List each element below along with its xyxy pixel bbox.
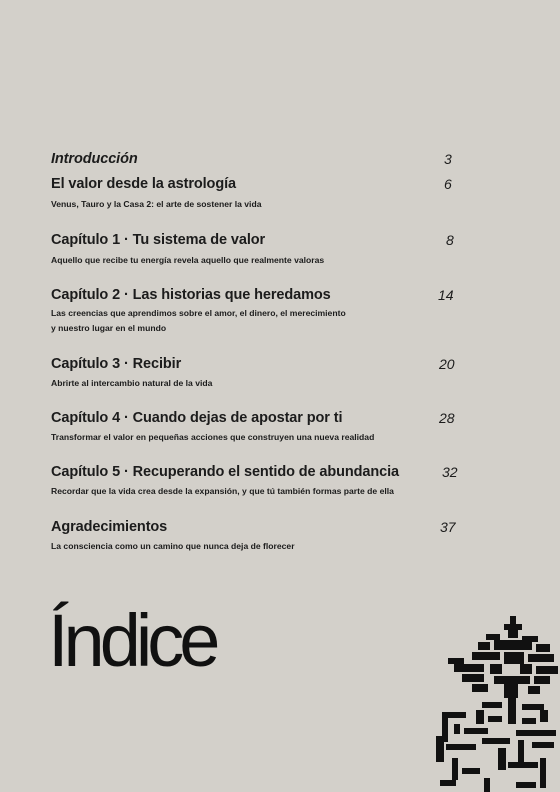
toc-entry-page: 6 xyxy=(444,176,452,192)
toc-entry-title: Introducción xyxy=(51,151,138,167)
toc-entry-subtitle: Venus, Tauro y la Casa 2: el arte de sostener la vida xyxy=(51,199,262,209)
toc-entry-page: 20 xyxy=(439,356,455,372)
toc-entry-subtitle: Aquello que recibe tu energía revela aquello que realmente valoras xyxy=(51,255,325,265)
toc-entry-title: Capítulo 2 · Las historias que heredamos xyxy=(51,287,331,303)
toc-entry-page: 28 xyxy=(439,410,455,426)
toc-entry-subtitle: Las creencias que aprendimos sobre el amor, el dinero, el merecimiento xyxy=(51,308,346,318)
toc-entry-page: 14 xyxy=(438,287,454,303)
page-title: Índice xyxy=(48,599,216,682)
toc-entry-title: Capítulo 1 · Tu sistema de valor xyxy=(51,232,266,248)
toc-entry-page: 3 xyxy=(444,151,452,167)
toc-entry-subtitle: Recordar que la vida crea desde la expansión, y que tú también formas parte de ella xyxy=(51,486,394,496)
toc-entry-title: Capítulo 5 · Recuperando el sentido de abundancia xyxy=(51,464,399,480)
toc-entry-subtitle: La consciencia como un camino que nunca deja de florecer xyxy=(51,541,295,551)
pixel-flower-ornament-icon xyxy=(432,612,560,792)
toc-entry-page: 32 xyxy=(442,464,458,480)
toc-entry-subtitle: Transformar el valor en pequeñas acciones que construyen una nueva realidad xyxy=(51,432,375,442)
toc-entry-page: 37 xyxy=(440,519,456,535)
toc-entry-title: El valor desde la astrología xyxy=(51,176,236,192)
toc-entry-page: 8 xyxy=(446,232,454,248)
toc-entry-title: Capítulo 3 · Recibir xyxy=(51,356,182,372)
toc-entry-subtitle-line-2: y nuestro lugar en el mundo xyxy=(51,323,167,333)
toc-entry-title: Capítulo 4 · Cuando dejas de apostar por ti xyxy=(51,410,343,426)
toc-entry-title: Agradecimientos xyxy=(51,519,168,535)
toc-entry-subtitle: Abrirte al intercambio natural de la vida xyxy=(51,378,213,388)
